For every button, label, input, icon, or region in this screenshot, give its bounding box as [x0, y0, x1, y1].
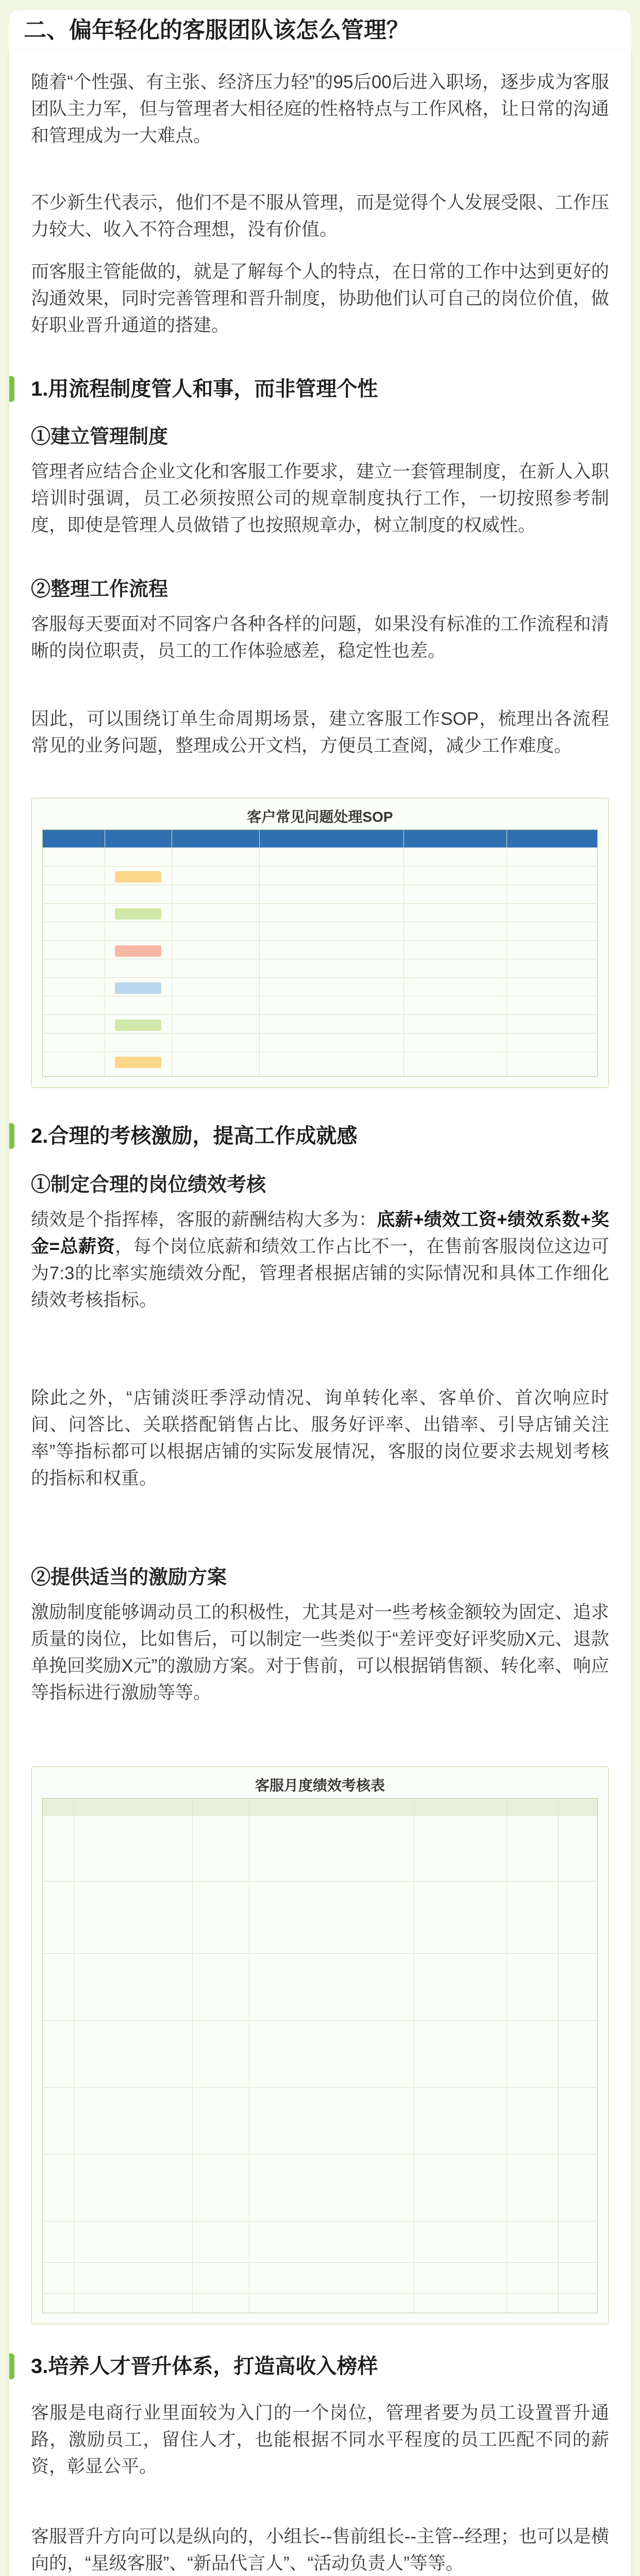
article-card — [9, 50, 631, 2576]
section-2-heading: 2.合理的考核激励，提高工作成就感 — [31, 1125, 358, 1147]
section-1-sub-1-paragraph: 管理者应结合企业文化和客服工作要求，建立一套管理制度，在新人入职培训时强调，员工必须按照公司的规章制度执行工作，一切按照参考制度，即使是管理人员做错了也按照规章办，树立制度的权威性。 — [31, 462, 609, 535]
section-2-sub-1: ①制定合理的岗位绩效考核 — [31, 1174, 266, 1196]
section-1-sub-2: ②整理工作流程 — [31, 579, 169, 600]
section-2-paragraph-1: 绩效是个指挥棒，客服的薪酬结构大多为：底薪+绩效工资+绩效系数+奖金=总薪资，每个岗位底薪和绩效工作占比不一，在售前客服岗位这边可为7:3的比率实施绩效分配，管理者根据店铺的实际情况和具体工作细化绩效考核指标。 — [31, 1210, 609, 1310]
section-3-heading: 3.培养人才晋升体系，打造高收入榜样 — [31, 2355, 378, 2378]
section-1-sub-2-paragraph-2: 因此，可以围绕订单生命周期场景，建立客服工作SOP，梳理出各流程常见的业务问题，整理成公开文档，方便员工查阅，减少工作难度。 — [31, 709, 609, 756]
salary-formula: 底薪+绩效工资+绩效系数+奖金=总薪资 — [31, 1210, 609, 1257]
kpi-table-caption: 客服月度绩效考核表 — [255, 1777, 385, 1793]
kpi-table-header — [43, 1799, 597, 1815]
sop-table-header — [43, 830, 597, 848]
intro-paragraph-2: 不少新生代表示，他们不是不服从管理，而是觉得个人发展受限、工作压力较大、收入不符合理想，没有价值。 — [31, 193, 609, 240]
section-marker — [9, 1123, 14, 1149]
section-2-paragraph-3: 激励制度能够调动员工的积极性，尤其是对一些考核金额较为固定、追求质量的岗位，比如售后，可以制定一些类似于“差评变好评奖励X元、退款单挽回奖励X元”的激励方案。对于售前，可以根据销售额、转化率、响应等指标进行激励等等。 — [31, 1602, 609, 1703]
section-marker — [9, 2353, 14, 2379]
sop-table-image — [31, 798, 609, 1088]
section-1-sub-2-paragraph-1: 客服每天要面对不同客户各种各样的问题，如果没有标准的工作流程和清晰的岗位职责，员工的工作体验感差，稳定性也差。 — [31, 614, 609, 661]
kpi-table — [42, 1798, 598, 2313]
intro-paragraph-1: 随着“个性强、有主张、经济压力轻”的95后00后进入职场，逐步成为客服团队主力军，但与管理者大相径庭的性格特点与工作风格，让日常的沟通和管理成为一大难点。 — [31, 72, 609, 146]
section-3-paragraph-1: 客服是电商行业里面较为入门的一个岗位，管理者要为员工设置晋升通路，激励员工，留住人才，也能根据不同水平程度的员工匹配不同的薪资，彰显公平。 — [31, 2403, 609, 2477]
section-marker — [9, 376, 14, 402]
title-banner — [9, 10, 631, 53]
section-1-sub-1: ①建立管理制度 — [31, 426, 169, 448]
section-2-paragraph-2: 除此之外，“店铺淡旺季浮动情况、询单转化率、客单价、首次响应时间、问答比、关联搭配销售占比、服务好评率、出错率、引导店铺关注率”等指标都可以根据店铺的实际发展情况，客服的岗位要求去规划考核的指标和权重。 — [31, 1388, 609, 1488]
sop-table-caption: 客户常见问题处理SOP — [247, 809, 393, 825]
section-3-paragraph-2: 客服晋升方向可以是纵向的，小组长--售前组长--主管--经理；也可以是横向的，“星级客服”、“新品代言人”、“活动负责人”等等。 — [31, 2527, 609, 2573]
section-1-heading: 1.用流程制度管人和事，而非管理个性 — [31, 378, 378, 400]
intro-paragraph-3: 而客服主管能做的，就是了解每个人的特点，在日常的工作中达到更好的沟通效果，同时完善管理和晋升制度，协助他们认可自己的岗位价值，做好职业晋升通道的搭建。 — [31, 262, 609, 335]
section-2-sub-2: ②提供适当的激励方案 — [31, 1567, 227, 1588]
kpi-table-image — [31, 1766, 609, 2325]
page-title: 二、偏年轻化的客服团队该怎么管理？ — [24, 18, 409, 43]
sop-table — [42, 829, 598, 1077]
